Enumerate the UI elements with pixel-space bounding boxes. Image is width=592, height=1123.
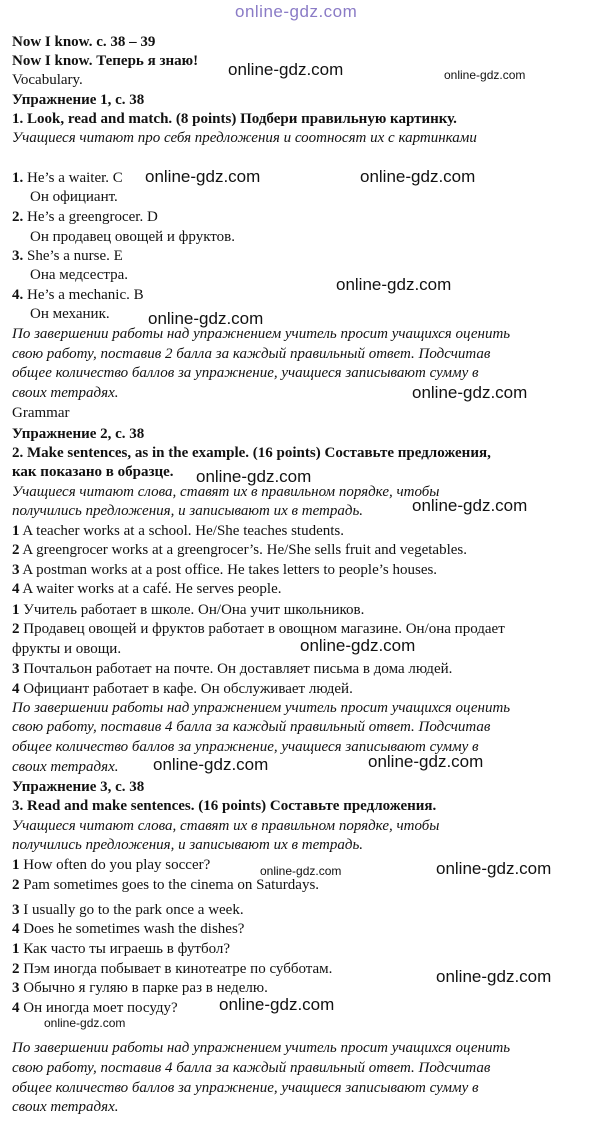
text-line: 2. Make sentences, as in the example. (16 points) Составьте предложения, bbox=[12, 445, 491, 461]
text-line: 2 Pam sometimes goes to the cinema on Saturdays. bbox=[12, 877, 320, 893]
text-line: 4 Does he sometimes wash the dishes? bbox=[12, 921, 245, 937]
item-number: 3 bbox=[12, 562, 20, 578]
item-number: 4 bbox=[12, 581, 20, 597]
text-line: Учащиеся читают слова, ставят их в правильном порядке, чтобы bbox=[12, 484, 440, 500]
item-number: 1 bbox=[12, 941, 20, 957]
watermark-text: online-gdz.com bbox=[196, 467, 312, 486]
text-line: 1 A teacher works at a school. He/She teaches students. bbox=[12, 523, 344, 539]
text-line: получились предложения, и записывают их в тетрадь. bbox=[12, 837, 364, 853]
text-line: Vocabulary. bbox=[12, 72, 83, 88]
watermark-text: online-gdz.com bbox=[153, 755, 269, 774]
text-line: 2 Продавец овощей и фруктов работает в овощном магазине. Он/она продает bbox=[12, 621, 505, 637]
watermark-text: online-gdz.com bbox=[368, 752, 484, 771]
text-line: Упражнение 1, с. 38 bbox=[12, 92, 145, 108]
watermark-text: online-gdz.com bbox=[412, 383, 528, 402]
watermark-text: online-gdz.com bbox=[148, 309, 264, 328]
item-number: 2. bbox=[12, 209, 24, 225]
text-line: 3 A postman works at a post office. He takes letters to people’s houses. bbox=[12, 562, 438, 578]
watermark-text: online-gdz.com bbox=[260, 864, 342, 878]
text-line: Упражнение 3, с. 38 bbox=[12, 779, 145, 795]
item-number: 3 bbox=[12, 661, 20, 677]
text-line: По завершении работы над упражнением учитель просит учащихся оценить bbox=[12, 326, 511, 342]
text-line: 2 A greengrocer works at a greengrocer’s. He/She sells fruit and vegetables. bbox=[12, 542, 467, 558]
text-line: Она медсестра. bbox=[30, 267, 129, 283]
text-line: свою работу, поставив 4 балла за каждый правильный ответ. Подсчитав bbox=[12, 719, 491, 735]
item-number: 3. bbox=[12, 248, 24, 264]
watermark-text: online-gdz.com bbox=[436, 967, 552, 986]
text-line: Учащиеся читают слова, ставят их в правильном порядке, чтобы bbox=[12, 818, 440, 834]
watermark-text: online-gdz.com bbox=[44, 1016, 126, 1030]
text-line: 3 Обычно я гуляю в парке раз в неделю. bbox=[12, 980, 268, 996]
text-line: Now I know. с. 38 – 39 bbox=[12, 34, 156, 50]
text-line: 3 I usually go to the park once a week. bbox=[12, 902, 244, 918]
text-line: 4 A waiter works at a café. He serves people. bbox=[12, 581, 282, 597]
watermark-text: online-gdz.com bbox=[219, 995, 335, 1014]
item-number: 4 bbox=[12, 1000, 20, 1016]
watermark-text: online-gdz.com bbox=[228, 60, 344, 79]
text-line: Он официант. bbox=[30, 189, 118, 205]
watermark-text: online-gdz.com bbox=[360, 167, 476, 186]
text-line: 3. Read and make sentences. (16 points) Составьте предложения. bbox=[12, 798, 437, 814]
text-line: 3. She’s a nurse. E bbox=[12, 248, 123, 264]
text-line: своих тетрадях. bbox=[12, 385, 119, 401]
text-line: общее количество баллов за упражнение, учащиеся записывают сумму в bbox=[12, 739, 479, 755]
watermark-text: online-gdz.com bbox=[235, 2, 358, 21]
text-line: свою работу, поставив 2 балла за каждый правильный ответ. Подсчитав bbox=[12, 346, 491, 362]
item-number: 1. bbox=[12, 170, 24, 186]
item-number: 2 bbox=[12, 621, 20, 637]
text-line: 4 Он иногда моет посуду? bbox=[12, 1000, 178, 1016]
text-line: 2. He’s a greengrocer. D bbox=[12, 209, 158, 225]
text-line: По завершении работы над упражнением учитель просит учащихся оценить bbox=[12, 1040, 511, 1056]
item-number: 2 bbox=[12, 961, 20, 977]
text-line: 1. He’s a waiter. C bbox=[12, 170, 123, 186]
item-number: 4. bbox=[12, 287, 24, 303]
text-line: фрукты и овощи. bbox=[12, 641, 122, 657]
text-line: 1 Учитель работает в школе. Он/Она учит школьников. bbox=[12, 602, 365, 618]
item-number: 1 bbox=[12, 523, 20, 539]
watermark-text: online-gdz.com bbox=[436, 859, 552, 878]
text-line: 2 Пэм иногда побывает в кинотеатре по субботам. bbox=[12, 961, 333, 977]
item-number: 3 bbox=[12, 980, 20, 996]
item-number: 3 bbox=[12, 902, 20, 918]
text-line: 1 Как часто ты играешь в футбол? bbox=[12, 941, 231, 957]
watermark-text: online-gdz.com bbox=[145, 167, 261, 186]
text-line: Учащиеся читают про себя предложения и соотносят их с картинками bbox=[12, 130, 477, 146]
text-line: Он механик. bbox=[30, 306, 110, 322]
text-line: своих тетрадях. bbox=[12, 1099, 119, 1115]
text-line: общее количество баллов за упражнение, учащиеся записывают сумму в bbox=[12, 1080, 479, 1096]
text-line: 4 Официант работает в кафе. Он обслуживает людей. bbox=[12, 681, 353, 697]
item-number: 1 bbox=[12, 602, 20, 618]
item-number: 2 bbox=[12, 542, 20, 558]
text-line: Grammar bbox=[12, 405, 70, 421]
watermark-text: online-gdz.com bbox=[300, 636, 416, 655]
text-line: общее количество баллов за упражнение, учащиеся записывают сумму в bbox=[12, 365, 479, 381]
text-line: Now I know. Теперь я знаю! bbox=[12, 53, 199, 69]
text-line: Упражнение 2, с. 38 bbox=[12, 426, 145, 442]
text-line: свою работу, поставив 4 балла за каждый правильный ответ. Подсчитав bbox=[12, 1060, 491, 1076]
watermark-text: online-gdz.com bbox=[444, 68, 526, 82]
text-line: своих тетрадях. bbox=[12, 759, 119, 775]
text-line: получились предложения, и записывают их в тетрадь. bbox=[12, 503, 364, 519]
text-line: 1 How often do you play soccer? bbox=[12, 857, 211, 873]
text-line: По завершении работы над упражнением учитель просит учащихся оценить bbox=[12, 700, 511, 716]
item-number: 1 bbox=[12, 857, 20, 873]
text-line: 3 Почтальон работает на почте. Он доставляет письма в дома людей. bbox=[12, 661, 453, 677]
text-line: 1. Look, read and match. (8 points) Подбери правильную картинку. bbox=[12, 111, 457, 127]
text-line: 4. He’s a mechanic. B bbox=[12, 287, 144, 303]
item-number: 4 bbox=[12, 681, 20, 697]
watermark-text: online-gdz.com bbox=[336, 275, 452, 294]
text-line: Он продавец овощей и фруктов. bbox=[30, 229, 235, 245]
text-line: как показано в образце. bbox=[12, 464, 174, 480]
item-number: 2 bbox=[12, 877, 20, 893]
watermark-text: online-gdz.com bbox=[412, 496, 528, 515]
item-number: 4 bbox=[12, 921, 20, 937]
